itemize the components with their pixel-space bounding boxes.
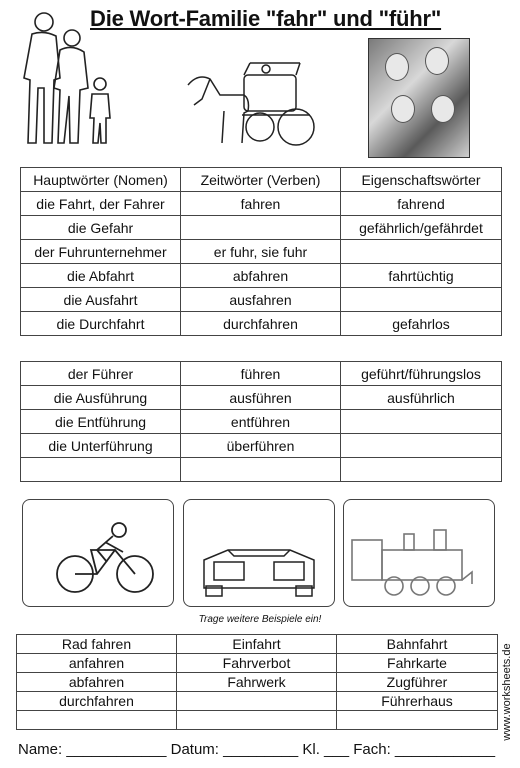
worksheet-title: Die Wort-Familie "fahr" und "führ" bbox=[90, 6, 442, 31]
example-cell bbox=[17, 711, 177, 730]
noun-cell: die Unterführung bbox=[21, 434, 181, 458]
example-cell: Bahnfahrt bbox=[337, 635, 498, 654]
verb-cell bbox=[181, 216, 341, 240]
example-cell bbox=[337, 711, 498, 730]
verb-cell: abfahren bbox=[181, 264, 341, 288]
table-row bbox=[17, 711, 498, 730]
adjective-cell bbox=[341, 458, 502, 482]
adjective-cell: geführt/führungslos bbox=[341, 362, 502, 386]
verb-cell: ausfahren bbox=[181, 288, 341, 312]
table-row bbox=[21, 434, 502, 458]
noun-cell: die Durchfahrt bbox=[21, 312, 181, 336]
verb-cell: fahren bbox=[181, 192, 341, 216]
table-header-row bbox=[21, 168, 502, 192]
adjective-cell: ausführlich bbox=[341, 386, 502, 410]
verb-cell: durchfahren bbox=[181, 312, 341, 336]
verb-cell: ausführen bbox=[181, 386, 341, 410]
website-credit-text: www.worksheets.de bbox=[501, 643, 513, 741]
example-cell: Führerhaus bbox=[337, 692, 498, 711]
table-row bbox=[21, 362, 502, 386]
verb-cell: führen bbox=[181, 362, 341, 386]
website-credit bbox=[497, 636, 519, 756]
example-cell: Fahrkarte bbox=[337, 654, 498, 673]
horse-carriage-illustration bbox=[180, 55, 320, 150]
sports-car-illustration bbox=[184, 500, 334, 606]
cyclist-illustration bbox=[23, 500, 173, 606]
example-cell: Rad fahren bbox=[17, 635, 177, 654]
table-row bbox=[17, 673, 498, 692]
adjective-cell bbox=[341, 410, 502, 434]
more-examples-table bbox=[16, 634, 498, 730]
adjective-cell bbox=[341, 288, 502, 312]
noun-cell: die Ausfahrt bbox=[21, 288, 181, 312]
word-family-table-fahr bbox=[20, 167, 502, 336]
adjective-cell: fahrtüchtig bbox=[341, 264, 502, 288]
family-photo bbox=[368, 38, 470, 158]
locomotive-illustration bbox=[344, 500, 494, 606]
adjective-cell bbox=[341, 240, 502, 264]
table-row bbox=[21, 386, 502, 410]
verb-cell: entführen bbox=[181, 410, 341, 434]
example-cell: Fahrverbot bbox=[177, 654, 337, 673]
cyclist-box bbox=[22, 499, 174, 607]
column-header: Eigenschaftswörter bbox=[341, 168, 502, 192]
adjective-cell bbox=[341, 434, 502, 458]
noun-cell: die Ausführung bbox=[21, 386, 181, 410]
example-cell: Einfahrt bbox=[177, 635, 337, 654]
table-row bbox=[21, 192, 502, 216]
car-box bbox=[183, 499, 335, 607]
noun-cell bbox=[21, 458, 181, 482]
table-row bbox=[21, 240, 502, 264]
example-cell: anfahren bbox=[17, 654, 177, 673]
example-cell: durchfahren bbox=[17, 692, 177, 711]
adjective-cell: gefährlich/gefährdet bbox=[341, 216, 502, 240]
adjective-cell: gefahrlos bbox=[341, 312, 502, 336]
family-illustration bbox=[14, 8, 124, 148]
table-row bbox=[21, 288, 502, 312]
noun-cell: die Entführung bbox=[21, 410, 181, 434]
train-box bbox=[343, 499, 495, 607]
example-cell: Zugführer bbox=[337, 673, 498, 692]
table-row bbox=[17, 635, 498, 654]
table-row bbox=[21, 264, 502, 288]
student-info-line: Name: ____________ Datum: _________ Kl. ___ Fach: ____________ bbox=[18, 741, 496, 758]
table-row bbox=[21, 216, 502, 240]
column-header: Zeitwörter (Verben) bbox=[181, 168, 341, 192]
noun-cell: die Gefahr bbox=[21, 216, 181, 240]
word-family-table-fuehr bbox=[20, 361, 502, 482]
verb-cell bbox=[181, 458, 341, 482]
example-cell: Fahrwerk bbox=[177, 673, 337, 692]
example-cell: abfahren bbox=[17, 673, 177, 692]
table-row bbox=[17, 692, 498, 711]
adjective-cell: fahrend bbox=[341, 192, 502, 216]
table-row bbox=[21, 312, 502, 336]
verb-cell: überführen bbox=[181, 434, 341, 458]
noun-cell: der Führer bbox=[21, 362, 181, 386]
example-cell bbox=[177, 692, 337, 711]
noun-cell: die Fahrt, der Fahrer bbox=[21, 192, 181, 216]
verb-cell: er fuhr, sie fuhr bbox=[181, 240, 341, 264]
example-cell bbox=[177, 711, 337, 730]
instruction-text: Trage weitere Beispiele ein! bbox=[198, 614, 322, 625]
table-row bbox=[21, 410, 502, 434]
table-row bbox=[21, 458, 502, 482]
column-header: Hauptwörter (Nomen) bbox=[21, 168, 181, 192]
noun-cell: der Fuhrunternehmer bbox=[21, 240, 181, 264]
table-row bbox=[17, 654, 498, 673]
noun-cell: die Abfahrt bbox=[21, 264, 181, 288]
